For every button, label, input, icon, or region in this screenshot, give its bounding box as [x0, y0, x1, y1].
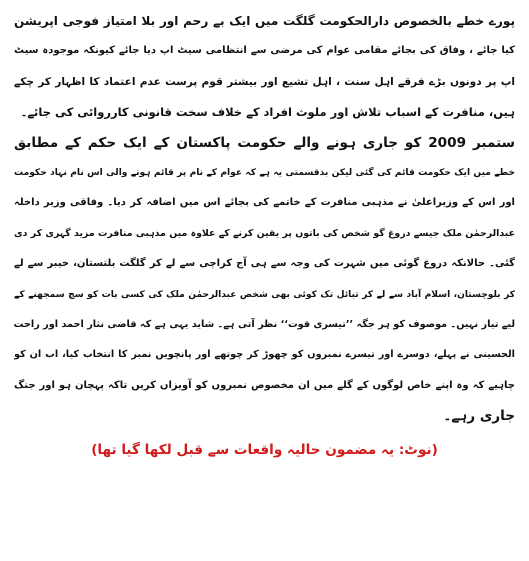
article-line-3: اپ پر دونوں بڑے فرقے اہل سنت ، اہل تشیع اور بیشتر قوم پرست عدم اعتماد کا اظہار کر چکے	[14, 75, 515, 88]
article-line-2: کیا جائے ، وفاق کی بجائے مقامی عوام کی مرضی سے انتظامی سیٹ اپ دیا جائے کیونکہ موجودہ سیٹ	[14, 45, 515, 57]
article-line-8: عبدالرحمٰن ملک جیسے دروغ گو شخص کی باتوں پر یقین کرنے کے علاوہ میں مذہبی منافرت مزید گہری کر دی	[14, 227, 515, 239]
article-body	[14, 6, 515, 431]
article-line-14: جاری رہے۔	[443, 408, 515, 425]
editor-note: (نوٹ: یہ مضمون حالیہ واقعات سے قبل لکھا گیا تھا)	[91, 442, 438, 459]
article-line-9: گئی۔ حالانکہ دروغ گوئی میں شہرت کی وجہ سے ہی آج کراچی سے لے کر گلگت بلتستان، خیبر سے لے	[14, 258, 515, 270]
article-line-5: ستمبر 2009 کو جاری ہونے والے حکومت پاکستان کے ایک حکم کے مطابق	[14, 134, 515, 151]
article-line-10: کر بلوچستان، اسلام آباد سے لے کر تبائل تک کوئی بھی شخص عبدالرحمٰن ملک کی کسی بات کو سچ سمجھنے کے	[14, 289, 515, 300]
article-line-7: اور اس کے وزیراعلیٰ نے مذہبی منافرت کے خاتمے کی بجائے اس میں اضافہ کر دیا۔ وفاقی وزیر داخلہ	[14, 197, 515, 209]
article-line-4: ہیں، منافرت کے اسباب تلاش اور ملوث افراد کے خلاف سخت قانونی کارروائی کی جائے۔	[20, 105, 515, 120]
article-line-13: چاہیے کہ وہ اپنے خاص لوگوں کے گلے میں ان مخصوص نمبروں کو آویزاں کریں تاکہ پہچان ہو اور جنگ	[14, 379, 515, 391]
article-line-11: لیے تیار نہیں۔ موصوف کو ہر جگہ ’’تیسری قوت‘‘ نظر آتی ہے۔ شاید یہی ہے کہ قاضی نثار احمد اور راحت	[14, 318, 515, 330]
article-line-12: الحسینی نے پہلے، دوسرے اور تیسرے نمبروں کو چھوڑ کر چوتھے اور پانچویں نمبر کا انتخاب کیا، اب ان کو	[14, 349, 515, 361]
article-line-6: خطے میں ایک حکومت قائم کی گئی لیکن بدقسمتی یہ ہے کہ عوام کے نام پر قائم ہونے والی اس نام نہاد حکومت	[14, 167, 515, 178]
article-line-1: پورے خطے بالخصوص دارالحکومت گلگت میں ایک بے رحم اور بلا امتیاز فوجی اپریشن	[14, 14, 515, 28]
